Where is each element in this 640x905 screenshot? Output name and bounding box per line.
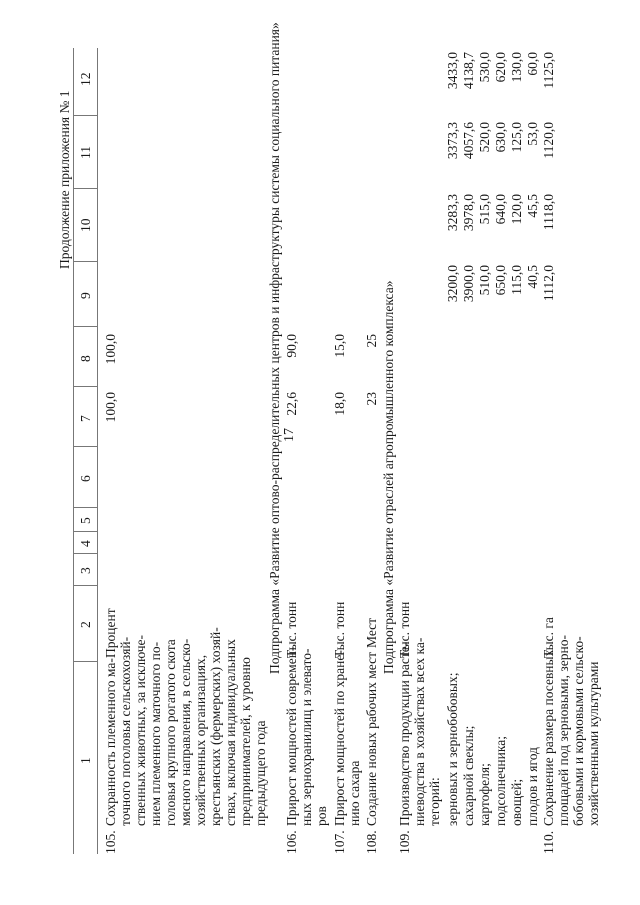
cell-value: 130,0	[509, 52, 524, 83]
cell-value: 1112,0	[541, 265, 556, 302]
cell-value: 45,5	[525, 194, 540, 218]
row-number: 108.	[364, 830, 379, 854]
header-bottom-border	[97, 48, 98, 854]
cell-value: 3200,0	[445, 265, 460, 303]
cell-value: 18,0	[332, 392, 347, 416]
cell-value: 90,0	[284, 334, 299, 358]
subprogram-heading: Подпрограмма «Развитие оптово-распределительных центров и инфраструктуры системы социального питания»	[267, 22, 282, 674]
row-number: 109.	[397, 830, 412, 854]
cell-value: 1120,0	[541, 122, 556, 159]
row-number: 106.	[284, 830, 299, 854]
subprogram-heading: Подпрограмма «Развитие отраслей агропромышленного комплекса»	[381, 280, 396, 674]
row-unit: Мест	[364, 617, 379, 648]
row-name: Сохранение размера посевных площадей под зерновыми, зерно- бобовыми и кормовыми сельско- хозяйственными культурами	[541, 635, 601, 826]
row-name: Производство продукции расте- ниеводства в хозяйствах всех ка- тегорий:	[397, 637, 442, 826]
row-unit: Процент	[103, 608, 118, 658]
cell-value: 25	[364, 334, 379, 348]
col-divider	[73, 115, 97, 116]
cell-value: 125,0	[509, 122, 524, 153]
cell-value: 120,0	[509, 194, 524, 225]
sub-item-label: картофеля;	[477, 763, 492, 826]
col-header-12: 12	[78, 72, 93, 86]
col-divider	[73, 531, 97, 532]
table-top-border	[73, 48, 74, 854]
sub-item-label: сахарной свеклы;	[461, 725, 476, 826]
cell-value: 22,6	[284, 392, 299, 416]
cell-value: 4138,7	[461, 52, 476, 90]
cell-value: 620,0	[493, 52, 508, 83]
cell-value: 630,0	[493, 122, 508, 153]
rotated-table-page	[55, 22, 620, 854]
cell-value: 4057,6	[461, 122, 476, 160]
cell-value: 60,0	[525, 52, 540, 76]
row-name: Сохранность племенного ма- точного поголовья сельскохозяй- ственных животных, за исключе- нием племенного маточного по- головья крупного рогатого скота мясного направления, в сельско- хозяйственных организациях, крестьянских (фермерских) хозяй- ствах, включая индивидуальных предпринимателей, к уровню предыдущего года	[103, 627, 268, 826]
col-divider	[73, 446, 97, 447]
cell-value: 3900,0	[461, 265, 476, 303]
col-divider	[73, 661, 97, 662]
cell-value: 640,0	[493, 194, 508, 225]
cell-value: 53,0	[525, 122, 540, 146]
continuation-note: Продолжение приложения № 1	[57, 90, 72, 269]
cell-value: 515,0	[477, 194, 492, 225]
cell-value: 3978,0	[461, 194, 476, 232]
col-divider	[73, 188, 97, 189]
row-unit: Тыс. тонн	[284, 601, 299, 658]
sub-item-label: овощей;	[509, 778, 524, 826]
cell-value: 40,5	[525, 265, 540, 289]
sub-item-label: подсолнечника;	[493, 736, 508, 826]
col-header-11: 11	[78, 146, 93, 159]
row-name: Прирост мощностей по хране- нию сахара	[332, 650, 362, 826]
cell-value: 530,0	[477, 52, 492, 83]
sub-item-label: плодов и ягод	[525, 747, 540, 826]
row-number: 107.	[332, 830, 347, 854]
row-name: Прирост мощностей современ- ных зернохранилищ и элевато- ров	[284, 646, 329, 826]
cell-value: 115,0	[509, 265, 524, 295]
row-number: 105.	[103, 830, 118, 854]
col-header-9: 9	[78, 292, 93, 299]
row-name: Создание новых рабочих мест	[364, 652, 379, 826]
col-header-10: 10	[78, 218, 93, 232]
col-divider	[73, 553, 97, 554]
col-divider	[73, 507, 97, 508]
col-header-7: 7	[78, 415, 93, 422]
col-header-1: 1	[78, 757, 93, 764]
row-number: 110.	[541, 830, 556, 854]
col-header-3: 3	[78, 567, 93, 574]
col-header-8: 8	[78, 355, 93, 362]
page-number: 17	[282, 428, 297, 442]
cell-value: 1125,0	[541, 52, 556, 89]
col-divider	[73, 386, 97, 387]
cell-value: 3373,3	[445, 122, 460, 160]
cell-value: 23	[364, 392, 379, 406]
cell-value: 520,0	[477, 122, 492, 153]
cell-value: 650,0	[493, 265, 508, 296]
row-unit: Тыс. га	[541, 617, 556, 658]
col-header-5: 5	[78, 517, 93, 524]
col-header-4: 4	[78, 540, 93, 547]
cell-value: 510,0	[477, 265, 492, 296]
cell-value: 100,0	[103, 334, 118, 365]
row-unit: Тыс. тонн	[397, 601, 412, 658]
row-unit: Тыс. тонн	[332, 601, 347, 658]
cell-value: 100,0	[103, 392, 118, 423]
cell-value: 1118,0	[541, 194, 556, 231]
col-divider	[73, 585, 97, 586]
cell-value: 15,0	[332, 334, 347, 358]
col-divider	[73, 261, 97, 262]
cell-value: 3433,0	[445, 52, 460, 90]
col-header-6: 6	[78, 475, 93, 482]
col-header-2: 2	[78, 621, 93, 628]
col-divider	[73, 326, 97, 327]
cell-value: 3283,3	[445, 194, 460, 232]
sub-item-label: зерновых и зернобобовых;	[445, 672, 460, 826]
